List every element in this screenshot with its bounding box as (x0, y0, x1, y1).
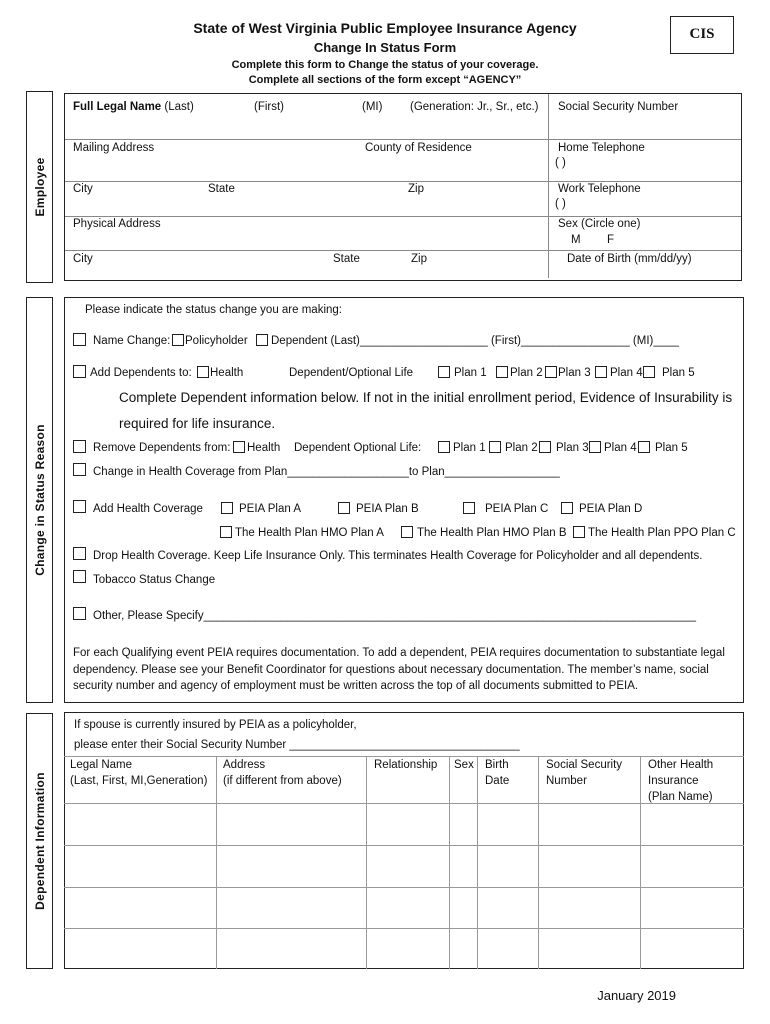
add-health-dep-label: Health (210, 367, 244, 379)
instruction-line-2: Complete all sections of the form except “AGENCY” (248, 74, 522, 86)
col-address: Address (if different from above) (223, 759, 342, 787)
table-row[interactable] (65, 846, 743, 887)
change-health-checkbox[interactable] (73, 463, 86, 476)
home-telephone-label: Home Telephone (558, 142, 645, 154)
ssn-label: Social Security Number (558, 101, 679, 113)
mailing-address-label: Mailing Address (73, 142, 155, 154)
add-plan4-checkbox[interactable] (595, 366, 607, 378)
dependent-section-label: Dependent Information (32, 772, 47, 910)
dependent-name-checkbox[interactable] (256, 334, 268, 346)
remove-plan3-checkbox[interactable] (539, 441, 551, 453)
peia-plan-d-label: PEIA Plan D (579, 503, 643, 515)
table-row[interactable] (65, 804, 743, 845)
dep-optional-life-label: Dependent/Optional Life (289, 367, 414, 379)
status-section-label: Change in Status Reason (32, 424, 47, 576)
hmo-plan-a-label: The Health Plan HMO Plan A (235, 527, 384, 539)
name-change-label: Name Change: (93, 335, 171, 347)
other-specify-field[interactable]: Other, Please Specify_____________________________________________________________________________ (93, 610, 697, 622)
zip-label-2: Zip (411, 253, 427, 265)
employee-section-label: Employee (32, 157, 47, 217)
add-plan2-label: Plan 2 (510, 367, 543, 379)
city-label: City (73, 183, 93, 195)
generation-label: (Generation: Jr., Sr., etc.) (410, 101, 539, 113)
peia-plan-c-label: PEIA Plan C (485, 503, 549, 515)
add-plan2-checkbox[interactable] (496, 366, 508, 378)
date-of-birth-label: Date of Birth (mm/dd/yy) (567, 253, 692, 265)
table-row[interactable] (65, 888, 743, 928)
work-telephone-area-code: ( ) (555, 198, 566, 210)
add-dependents-label: Add Dependents to: (90, 367, 192, 379)
tobacco-status-label: Tobacco Status Change (93, 574, 216, 586)
remove-plan1-label: Plan 1 (453, 442, 486, 454)
add-plan5-label: Plan 5 (662, 367, 695, 379)
employee-section-tab (26, 91, 53, 283)
change-health-label[interactable]: Change in Health Coverage from Plan___________________to Plan__________________ (93, 466, 560, 478)
last-name-label: (Last) (164, 101, 194, 113)
first-name-label: (First) (254, 101, 285, 113)
policyholder-checkbox[interactable] (172, 334, 184, 346)
remove-health-label: Health (247, 442, 281, 454)
form-subtitle: Change In Status Form (313, 40, 457, 55)
dependent-name-fields[interactable]: Dependent (Last)____________________ (First)_________________ (MI)____ (271, 335, 679, 347)
full-legal-name-bold: Full Legal Name (73, 101, 162, 113)
remove-plan4-checkbox[interactable] (589, 441, 601, 453)
add-health-coverage-label: Add Health Coverage (93, 503, 203, 515)
add-dependents-checkbox[interactable] (73, 365, 86, 378)
peia-plan-c-checkbox[interactable] (463, 502, 475, 514)
add-plan5-checkbox[interactable] (643, 366, 655, 378)
full-legal-name-label (73, 101, 194, 113)
spouse-ssn-field[interactable]: please enter their Social Security Number ____________________________________ (74, 739, 520, 751)
form-title: State of West Virginia Public Employee Insurance Agency (193, 20, 577, 36)
col-ssn: Social Security Number (546, 759, 623, 787)
employee-section (64, 93, 742, 281)
remove-plan1-checkbox[interactable] (438, 441, 450, 453)
add-health-dep-checkbox[interactable] (197, 366, 209, 378)
col-other-insurance: Other Health Insurance (Plan Name) (648, 759, 714, 803)
hmo-plan-b-label: The Health Plan HMO Plan B (417, 527, 567, 539)
physical-address-label: Physical Address (73, 218, 161, 230)
state-label-2: State (333, 253, 360, 265)
add-plan3-label: Plan 3 (558, 367, 591, 379)
zip-label: Zip (408, 183, 424, 195)
documentation-note: For each Qualifying event PEIA requires documentation. To add a dependent, PEIA requires documentation to substantiate legal dependency. Please see your Benefit Coordinator for questions about necessary documentation. The member’s name, social security number and agency of employment must be written across the top of all documents submitted to PEIA. (73, 647, 725, 692)
add-plan1-checkbox[interactable] (438, 366, 450, 378)
remove-plan2-label: Plan 2 (505, 442, 538, 454)
ppo-plan-c-checkbox[interactable] (573, 526, 585, 538)
peia-plan-a-label: PEIA Plan A (239, 503, 302, 515)
hmo-plan-a-checkbox[interactable] (220, 526, 232, 538)
footer-date: January 2019 (597, 988, 676, 1003)
col-sex: Sex (454, 759, 474, 771)
col-birth-date: Birth Date (485, 759, 510, 787)
city-label-2: City (73, 253, 93, 265)
remove-dep-optional-life-label: Dependent Optional Life: (294, 442, 422, 454)
home-telephone-area-code: ( ) (555, 157, 566, 169)
remove-health-checkbox[interactable] (233, 441, 245, 453)
complete-dependent-note-2: required for life insurance. (119, 416, 276, 431)
work-telephone-label: Work Telephone (558, 183, 641, 195)
status-section-tab (26, 297, 53, 703)
peia-plan-b-label: PEIA Plan B (356, 503, 419, 515)
add-health-coverage-checkbox[interactable] (73, 500, 86, 513)
county-label: County of Residence (365, 142, 472, 154)
sex-label: Sex (Circle one) (558, 218, 641, 230)
sex-m-option[interactable]: M (571, 234, 581, 246)
peia-plan-d-checkbox[interactable] (561, 502, 573, 514)
remove-plan5-checkbox[interactable] (638, 441, 650, 453)
add-plan4-label: Plan 4 (610, 367, 643, 379)
remove-dependents-checkbox[interactable] (73, 440, 86, 453)
form-code-box: CIS (670, 16, 734, 54)
tobacco-status-checkbox[interactable] (73, 570, 86, 583)
complete-dependent-note-1: Complete Dependent information below. If not in the initial enrollment period, Evidence of Insurability is (119, 390, 733, 405)
remove-plan4-label: Plan 4 (604, 442, 637, 454)
dependent-section-tab (26, 713, 53, 969)
instruction-line-1: Complete this form to Change the status of your coverage. (231, 59, 539, 71)
col-legal-name: Legal Name (Last, First, MI,Generation) (70, 759, 208, 787)
drop-health-checkbox[interactable] (73, 547, 86, 560)
policyholder-label: Policyholder (185, 335, 248, 347)
remove-plan2-checkbox[interactable] (489, 441, 501, 453)
table-row[interactable] (65, 929, 743, 968)
drop-health-label: Drop Health Coverage. Keep Life Insurance Only. This terminates Health Coverage for Policyholder and all dependents. (93, 550, 703, 562)
ppo-plan-c-label: The Health Plan PPO Plan C (588, 527, 736, 539)
remove-dependents-label: Remove Dependents from: (93, 442, 231, 454)
other-checkbox[interactable] (73, 607, 86, 620)
hmo-plan-b-checkbox[interactable] (401, 526, 413, 538)
peia-plan-a-checkbox[interactable] (221, 502, 233, 514)
remove-plan3-label: Plan 3 (556, 442, 589, 454)
spouse-note-1: If spouse is currently insured by PEIA as a policyholder, (74, 719, 357, 731)
peia-plan-b-checkbox[interactable] (338, 502, 350, 514)
remove-plan5-label: Plan 5 (655, 442, 688, 454)
sex-f-option[interactable]: F (607, 234, 615, 246)
mi-label: (MI) (362, 101, 383, 113)
name-change-checkbox[interactable] (73, 333, 86, 346)
add-plan1-label: Plan 1 (454, 367, 487, 379)
status-section (64, 297, 744, 703)
col-relationship: Relationship (374, 759, 438, 771)
status-prompt: Please indicate the status change you are making: (85, 304, 342, 316)
state-label: State (208, 183, 235, 195)
add-plan3-checkbox[interactable] (545, 366, 557, 378)
